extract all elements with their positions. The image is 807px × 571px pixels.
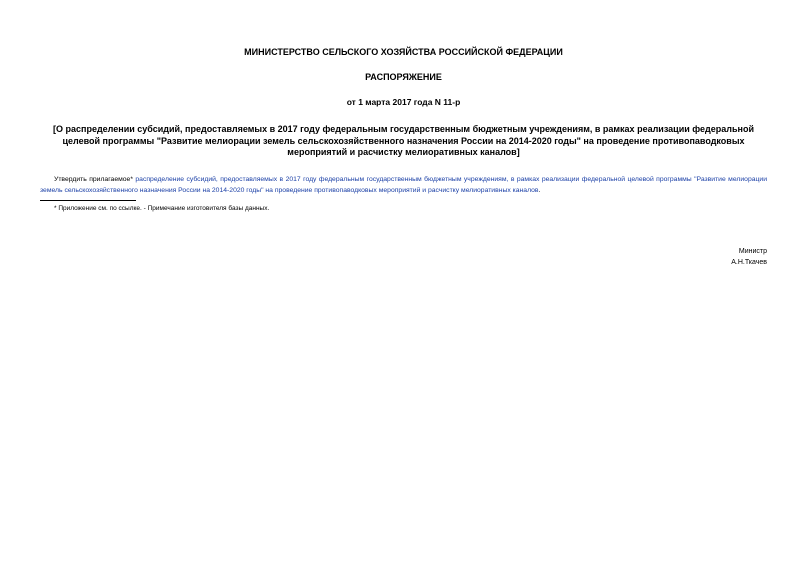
- order-intro: Утвердить прилагаемое*: [54, 176, 136, 183]
- signatory-position: Министр: [738, 248, 767, 255]
- footnote: * Приложение см. по ссылке. - Примечание изготовителя базы данных.: [54, 205, 270, 212]
- footnote-divider: [40, 200, 136, 201]
- signature-block: [731, 246, 767, 268]
- order-ending: .: [538, 187, 541, 194]
- order-paragraph: [40, 174, 767, 196]
- document-title: [О распределении субсидий, предоставляемых в 2017 году федеральным государственным бюджетным учреждениям, в рамках реализации федеральной целевой программы "Развитие мелиорации земель сельскохозяйственного назначения России на 2014-2020 годы" на проведение противопаводковых мероприятий и расчистку мелиоративных каналов]: [53, 124, 754, 157]
- appendix-link[interactable]: распределение субсидий, предоставляемых в 2017 году федеральным государственным бюджетным учреждениям, в рамках реализации федеральной целевой программы "Развитие мелиорации земель сельскохозяйственного назначения России на 2014-2020 годы" на проведение противопаводковых мероприятий и расчистку мелиоративных каналов: [40, 176, 767, 194]
- document-type: РАСПОРЯЖЕНИЕ: [365, 72, 442, 82]
- ministry-heading: МИНИСТЕРСТВО СЕЛЬСКОГО ХОЗЯЙСТВА РОССИЙСКОЙ ФЕДЕРАЦИИ: [244, 47, 563, 57]
- document-date: от 1 марта 2017 года N 11-р: [346, 97, 461, 107]
- signatory-name: А.Н.Ткачев: [731, 259, 767, 266]
